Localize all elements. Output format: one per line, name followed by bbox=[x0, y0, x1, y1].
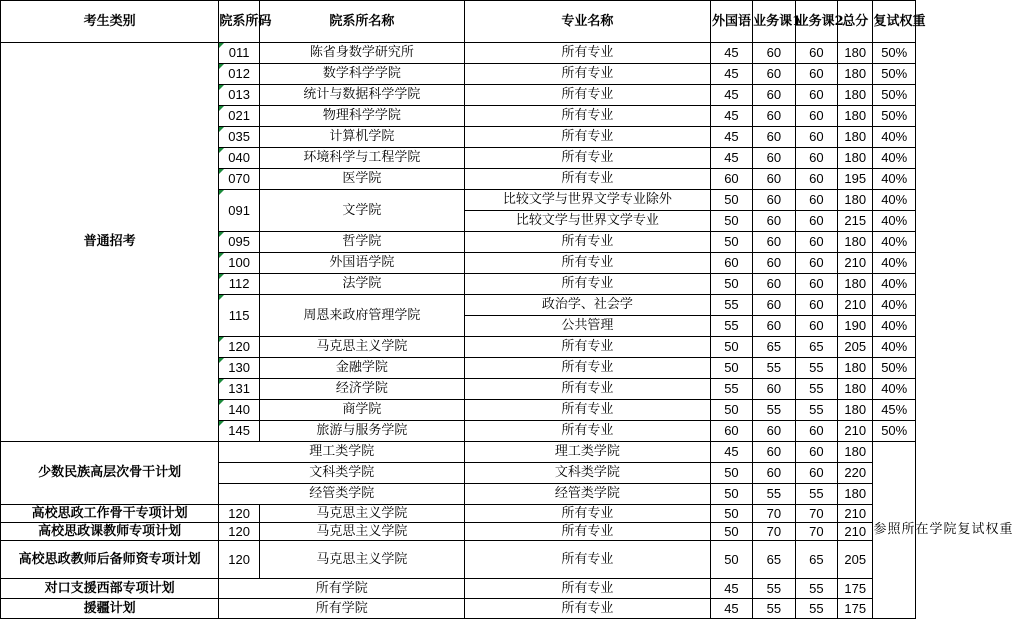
major-name: 所有专业 bbox=[465, 274, 711, 295]
retest-weight: 40% bbox=[873, 316, 916, 337]
total-score: 220 bbox=[838, 463, 873, 484]
subject1-score: 55 bbox=[753, 599, 795, 619]
total-score: 210 bbox=[838, 295, 873, 316]
foreign-lang-score: 50 bbox=[710, 274, 752, 295]
subject2-score: 60 bbox=[795, 463, 837, 484]
subject1-score: 55 bbox=[753, 400, 795, 421]
subject2-score: 60 bbox=[795, 421, 837, 442]
major-name: 比较文学与世界文学专业除外 bbox=[465, 190, 711, 211]
table-row bbox=[1, 599, 916, 619]
major-name: 所有专业 bbox=[465, 253, 711, 274]
dept-code: 035 bbox=[219, 127, 259, 148]
dept-name: 物理科学学院 bbox=[259, 106, 464, 127]
subject1-score: 55 bbox=[753, 484, 795, 505]
dept-code: 040 bbox=[219, 148, 259, 169]
dept-name: 马克思主义学院 bbox=[259, 337, 464, 358]
category-ideological-reserve: 高校思政教师后备师资专项计划 bbox=[1, 541, 219, 579]
major-name: 所有专业 bbox=[465, 232, 711, 253]
header-major: 专业名称 bbox=[465, 1, 711, 43]
subject2-score: 65 bbox=[795, 337, 837, 358]
foreign-lang-score: 45 bbox=[710, 43, 752, 64]
retest-weight: 50% bbox=[873, 421, 916, 442]
subject2-score: 60 bbox=[795, 169, 837, 190]
foreign-lang-score: 45 bbox=[710, 64, 752, 85]
subject1-score: 60 bbox=[753, 127, 795, 148]
subject1-score: 60 bbox=[753, 295, 795, 316]
subject1-score: 70 bbox=[753, 505, 795, 523]
dept-code: 115 bbox=[219, 295, 259, 337]
subject2-score: 60 bbox=[795, 106, 837, 127]
category-general: 普通招考 bbox=[1, 43, 219, 442]
total-score: 180 bbox=[838, 106, 873, 127]
foreign-lang-score: 60 bbox=[710, 253, 752, 274]
major-name: 所有专业 bbox=[465, 379, 711, 400]
retest-weight: 50% bbox=[873, 85, 916, 106]
retest-weight: 40% bbox=[873, 295, 916, 316]
total-score: 210 bbox=[838, 253, 873, 274]
subject1-score: 70 bbox=[753, 523, 795, 541]
retest-weight: 40% bbox=[873, 169, 916, 190]
subject2-score: 70 bbox=[795, 523, 837, 541]
dept-name: 金融学院 bbox=[259, 358, 464, 379]
foreign-lang-score: 50 bbox=[710, 358, 752, 379]
dept-code: 131 bbox=[219, 379, 259, 400]
dept-name: 周恩来政府管理学院 bbox=[259, 295, 464, 337]
subject2-score: 60 bbox=[795, 295, 837, 316]
foreign-lang-score: 50 bbox=[710, 541, 752, 579]
retest-weight: 40% bbox=[873, 337, 916, 358]
subject2-score: 60 bbox=[795, 43, 837, 64]
major-name: 经管类学院 bbox=[465, 484, 711, 505]
total-score: 180 bbox=[838, 232, 873, 253]
dept-name: 法学院 bbox=[259, 274, 464, 295]
subject2-score: 60 bbox=[795, 190, 837, 211]
subject2-score: 60 bbox=[795, 64, 837, 85]
header-subject2: 业务课2 bbox=[795, 1, 837, 43]
subject1-score: 60 bbox=[753, 64, 795, 85]
header-dept-name: 院系所名称 bbox=[259, 1, 464, 43]
category-west-support: 对口支援西部专项计划 bbox=[1, 579, 219, 599]
foreign-lang-score: 50 bbox=[710, 190, 752, 211]
category-ideological-work: 高校思政工作骨干专项计划 bbox=[1, 505, 219, 523]
dept-code: 021 bbox=[219, 106, 259, 127]
subject1-score: 60 bbox=[753, 379, 795, 400]
total-score: 180 bbox=[838, 379, 873, 400]
dept-code: 070 bbox=[219, 169, 259, 190]
retest-weight: 40% bbox=[873, 211, 916, 232]
subject2-score: 55 bbox=[795, 484, 837, 505]
total-score: 180 bbox=[838, 484, 873, 505]
dept-name: 马克思主义学院 bbox=[259, 505, 464, 523]
total-score: 180 bbox=[838, 64, 873, 85]
dept-name: 文学院 bbox=[259, 190, 464, 232]
major-name: 所有专业 bbox=[465, 523, 711, 541]
table-row bbox=[1, 541, 916, 579]
foreign-lang-score: 50 bbox=[710, 232, 752, 253]
subject2-score: 60 bbox=[795, 85, 837, 106]
subject1-score: 60 bbox=[753, 274, 795, 295]
subject2-score: 60 bbox=[795, 442, 837, 463]
subject2-score: 55 bbox=[795, 579, 837, 599]
dept-code: 120 bbox=[219, 541, 259, 579]
retest-weight: 40% bbox=[873, 274, 916, 295]
subject2-score: 55 bbox=[795, 599, 837, 619]
subject2-score: 55 bbox=[795, 400, 837, 421]
major-name: 政治学、社会学 bbox=[465, 295, 711, 316]
dept-name: 马克思主义学院 bbox=[259, 541, 464, 579]
major-name: 理工类学院 bbox=[465, 442, 711, 463]
foreign-lang-score: 45 bbox=[710, 442, 752, 463]
dept-code: 120 bbox=[219, 523, 259, 541]
major-name: 所有专业 bbox=[465, 505, 711, 523]
header-subject1: 业务课1 bbox=[753, 1, 795, 43]
table-row bbox=[1, 505, 916, 523]
dept-code: 013 bbox=[219, 85, 259, 106]
total-score: 180 bbox=[838, 442, 873, 463]
dept-code: 130 bbox=[219, 358, 259, 379]
category-ideological-teacher: 高校思政课教师专项计划 bbox=[1, 523, 219, 541]
subject2-score: 60 bbox=[795, 253, 837, 274]
subject1-score: 60 bbox=[753, 211, 795, 232]
dept-code: 140 bbox=[219, 400, 259, 421]
retest-weight: 40% bbox=[873, 232, 916, 253]
header-total: 总分 bbox=[838, 1, 873, 43]
total-score: 180 bbox=[838, 127, 873, 148]
dept-code: 095 bbox=[219, 232, 259, 253]
major-name: 所有专业 bbox=[465, 148, 711, 169]
total-score: 180 bbox=[838, 274, 873, 295]
dept-name: 外国语学院 bbox=[259, 253, 464, 274]
total-score: 180 bbox=[838, 400, 873, 421]
foreign-lang-score: 50 bbox=[710, 463, 752, 484]
total-score: 175 bbox=[838, 579, 873, 599]
dept-name: 陈省身数学研究所 bbox=[259, 43, 464, 64]
dept-name: 统计与数据科学学院 bbox=[259, 85, 464, 106]
subject1-score: 60 bbox=[753, 43, 795, 64]
foreign-lang-score: 55 bbox=[710, 295, 752, 316]
total-score: 180 bbox=[838, 358, 873, 379]
major-name: 所有专业 bbox=[465, 64, 711, 85]
subject1-score: 65 bbox=[753, 337, 795, 358]
total-score: 210 bbox=[838, 523, 873, 541]
subject2-score: 60 bbox=[795, 232, 837, 253]
major-name: 所有专业 bbox=[465, 421, 711, 442]
subject2-score: 60 bbox=[795, 211, 837, 232]
dept-name: 医学院 bbox=[259, 169, 464, 190]
foreign-lang-score: 60 bbox=[710, 169, 752, 190]
dept-name: 经管类学院 bbox=[219, 484, 465, 505]
subject2-score: 60 bbox=[795, 127, 837, 148]
dept-code: 012 bbox=[219, 64, 259, 85]
dept-name: 所有学院 bbox=[219, 579, 465, 599]
subject1-score: 60 bbox=[753, 85, 795, 106]
dept-name: 旅游与服务学院 bbox=[259, 421, 464, 442]
major-name: 所有专业 bbox=[465, 106, 711, 127]
major-name: 所有专业 bbox=[465, 127, 711, 148]
foreign-lang-score: 45 bbox=[710, 106, 752, 127]
major-name: 所有专业 bbox=[465, 579, 711, 599]
subject2-score: 60 bbox=[795, 148, 837, 169]
retest-weight: 40% bbox=[873, 379, 916, 400]
subject1-score: 60 bbox=[753, 106, 795, 127]
retest-weight: 45% bbox=[873, 400, 916, 421]
header-foreign-lang: 外国语 bbox=[710, 1, 752, 43]
dept-name: 数学科学学院 bbox=[259, 64, 464, 85]
foreign-lang-score: 45 bbox=[710, 599, 752, 619]
header-category: 考生类别 bbox=[1, 1, 219, 43]
header-row bbox=[1, 1, 916, 43]
dept-name: 马克思主义学院 bbox=[259, 523, 464, 541]
foreign-lang-score: 50 bbox=[710, 505, 752, 523]
dept-code: 120 bbox=[219, 505, 259, 523]
foreign-lang-score: 50 bbox=[710, 400, 752, 421]
major-name: 所有专业 bbox=[465, 169, 711, 190]
total-score: 205 bbox=[838, 337, 873, 358]
total-score: 180 bbox=[838, 148, 873, 169]
retest-weight: 50% bbox=[873, 43, 916, 64]
total-score: 195 bbox=[838, 169, 873, 190]
table-row bbox=[1, 579, 916, 599]
dept-code: 112 bbox=[219, 274, 259, 295]
dept-name: 哲学院 bbox=[259, 232, 464, 253]
foreign-lang-score: 55 bbox=[710, 316, 752, 337]
total-score: 205 bbox=[838, 541, 873, 579]
total-score: 190 bbox=[838, 316, 873, 337]
retest-weight: 40% bbox=[873, 127, 916, 148]
retest-weight: 40% bbox=[873, 190, 916, 211]
subject1-score: 60 bbox=[753, 169, 795, 190]
total-score: 175 bbox=[838, 599, 873, 619]
foreign-lang-score: 45 bbox=[710, 579, 752, 599]
retest-weight-note: 参照所在学院复试权重 bbox=[873, 442, 916, 619]
subject2-score: 60 bbox=[795, 274, 837, 295]
header-retest-weight: 复试权重 bbox=[873, 1, 916, 43]
category-minority: 少数民族高层次骨干计划 bbox=[1, 442, 219, 505]
dept-name: 计算机学院 bbox=[259, 127, 464, 148]
foreign-lang-score: 60 bbox=[710, 421, 752, 442]
foreign-lang-score: 55 bbox=[710, 379, 752, 400]
subject2-score: 65 bbox=[795, 541, 837, 579]
dept-name: 所有学院 bbox=[219, 599, 465, 619]
retest-weight: 50% bbox=[873, 64, 916, 85]
major-name: 所有专业 bbox=[465, 85, 711, 106]
retest-weight: 50% bbox=[873, 106, 916, 127]
total-score: 180 bbox=[838, 43, 873, 64]
subject1-score: 60 bbox=[753, 232, 795, 253]
dept-code: 100 bbox=[219, 253, 259, 274]
major-name: 所有专业 bbox=[465, 337, 711, 358]
total-score: 180 bbox=[838, 85, 873, 106]
category-xinjiang-support: 援疆计划 bbox=[1, 599, 219, 619]
major-name: 所有专业 bbox=[465, 358, 711, 379]
subject1-score: 60 bbox=[753, 148, 795, 169]
major-name: 比较文学与世界文学专业 bbox=[465, 211, 711, 232]
major-name: 公共管理 bbox=[465, 316, 711, 337]
dept-code: 120 bbox=[219, 337, 259, 358]
total-score: 210 bbox=[838, 505, 873, 523]
foreign-lang-score: 45 bbox=[710, 148, 752, 169]
subject1-score: 55 bbox=[753, 358, 795, 379]
dept-code: 011 bbox=[219, 43, 259, 64]
major-name: 所有专业 bbox=[465, 43, 711, 64]
total-score: 180 bbox=[838, 190, 873, 211]
table-row bbox=[1, 43, 916, 64]
dept-code: 091 bbox=[219, 190, 259, 232]
foreign-lang-score: 50 bbox=[710, 484, 752, 505]
foreign-lang-score: 50 bbox=[710, 523, 752, 541]
subject1-score: 60 bbox=[753, 442, 795, 463]
retest-weight: 40% bbox=[873, 148, 916, 169]
dept-name: 经济学院 bbox=[259, 379, 464, 400]
dept-name: 文科类学院 bbox=[219, 463, 465, 484]
foreign-lang-score: 50 bbox=[710, 337, 752, 358]
dept-name: 商学院 bbox=[259, 400, 464, 421]
subject2-score: 70 bbox=[795, 505, 837, 523]
subject1-score: 60 bbox=[753, 190, 795, 211]
subject2-score: 55 bbox=[795, 358, 837, 379]
header-dept-code: 院系所码 bbox=[219, 1, 259, 43]
major-name: 所有专业 bbox=[465, 400, 711, 421]
retest-weight: 40% bbox=[873, 253, 916, 274]
total-score: 215 bbox=[838, 211, 873, 232]
subject1-score: 60 bbox=[753, 463, 795, 484]
table-row bbox=[1, 442, 916, 463]
major-name: 所有专业 bbox=[465, 599, 711, 619]
table-row bbox=[1, 523, 916, 541]
subject1-score: 60 bbox=[753, 253, 795, 274]
subject1-score: 60 bbox=[753, 421, 795, 442]
foreign-lang-score: 45 bbox=[710, 85, 752, 106]
major-name: 文科类学院 bbox=[465, 463, 711, 484]
subject1-score: 55 bbox=[753, 579, 795, 599]
dept-name: 环境科学与工程学院 bbox=[259, 148, 464, 169]
subject2-score: 55 bbox=[795, 379, 837, 400]
foreign-lang-score: 45 bbox=[710, 127, 752, 148]
total-score: 210 bbox=[838, 421, 873, 442]
dept-code: 145 bbox=[219, 421, 259, 442]
dept-name: 理工类学院 bbox=[219, 442, 465, 463]
subject2-score: 60 bbox=[795, 316, 837, 337]
subject1-score: 60 bbox=[753, 316, 795, 337]
subject1-score: 65 bbox=[753, 541, 795, 579]
retest-weight: 50% bbox=[873, 358, 916, 379]
major-name: 所有专业 bbox=[465, 541, 711, 579]
foreign-lang-score: 50 bbox=[710, 211, 752, 232]
